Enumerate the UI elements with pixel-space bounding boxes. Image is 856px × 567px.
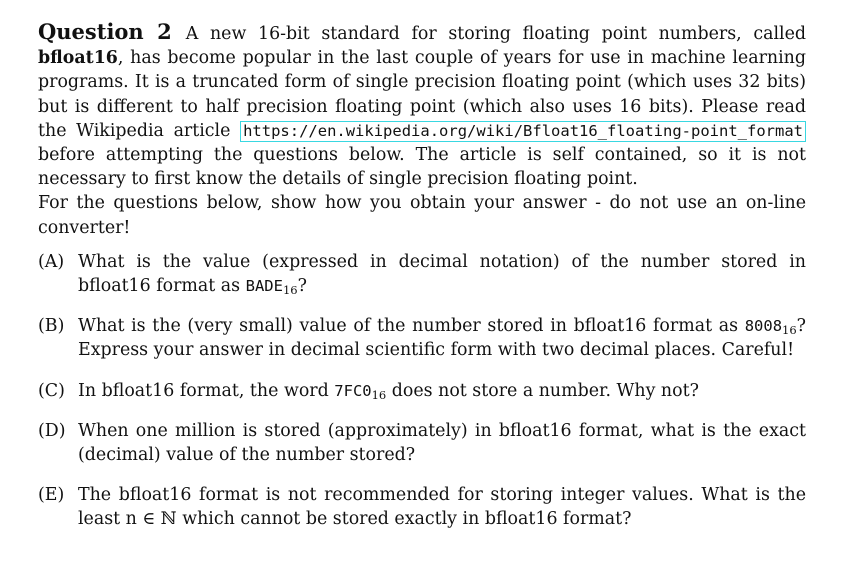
part-d (38, 419, 806, 467)
part-text: When one million is stored (approximately) in bfloat16 format, what is the exact (decimal) value of the number stored? (78, 420, 806, 466)
part-text-before: What is the (very small) value of the number stored in bfloat16 format as (78, 316, 745, 337)
hex-subscript: 16 (782, 323, 797, 338)
question-parts (38, 250, 806, 532)
wikipedia-link[interactable]: https://en.wikipedia.org/wiki/Bfloat16_floating-point_format (240, 121, 806, 142)
part-a (38, 250, 806, 298)
hex-code: BADE (245, 277, 283, 296)
format-name: bfloat16 (38, 48, 118, 69)
part-text-after: ? (297, 276, 307, 297)
part-label: (B) (38, 316, 65, 337)
intro-text-3: before attempting the questions below. The article is self contained, so it is not necessary to first know the details of single precision floating point. (38, 145, 806, 190)
hex-subscript: 16 (371, 387, 387, 402)
part-text-before: What is the value (expressed in decimal notation) of the number stored in bfloat16 format as (78, 251, 806, 297)
question-instructions: For the questions below, show how you obtain your answer - do not use an on-line converter! (38, 193, 806, 238)
hex-subscript: 16 (282, 283, 298, 298)
hex-code: 8008 (744, 317, 783, 336)
hex-code: 7FC0 (334, 381, 372, 400)
part-text-after: ? Express your answer in decimal scientific form with two decimal places. Careful! (78, 316, 806, 361)
part-b (38, 314, 806, 362)
question-page (38, 20, 806, 548)
question-intro (38, 20, 806, 191)
part-text (78, 250, 806, 298)
part-text-after: does not store a number. Why not? (386, 380, 699, 401)
part-label: (E) (38, 485, 65, 506)
part-label: (A) (38, 251, 65, 272)
intro-text-2: , has become popular in the last couple of years for use in machine learning programs. It is a truncated form of single precision floating point (which uses 32 bits) but is different to half precision floating point (which also uses 16 bits). Please read the Wikipedia article (38, 48, 806, 141)
question-heading: Question 2 (38, 19, 172, 44)
part-label: (C) (38, 380, 65, 401)
part-text (78, 379, 806, 403)
part-e (38, 483, 806, 531)
part-text (78, 314, 806, 362)
part-text-before: In bfloat16 format, the word (78, 380, 335, 401)
part-label: (D) (38, 420, 66, 441)
intro-text-1: A new 16-bit standard for storing floating point numbers, called (185, 24, 807, 44)
part-c (38, 379, 806, 403)
part-text: The bfloat16 format is not recommended for storing integer values. What is the least n ∈ ℕ which cannot be stored exactly in bfloat16 format? (78, 485, 806, 530)
